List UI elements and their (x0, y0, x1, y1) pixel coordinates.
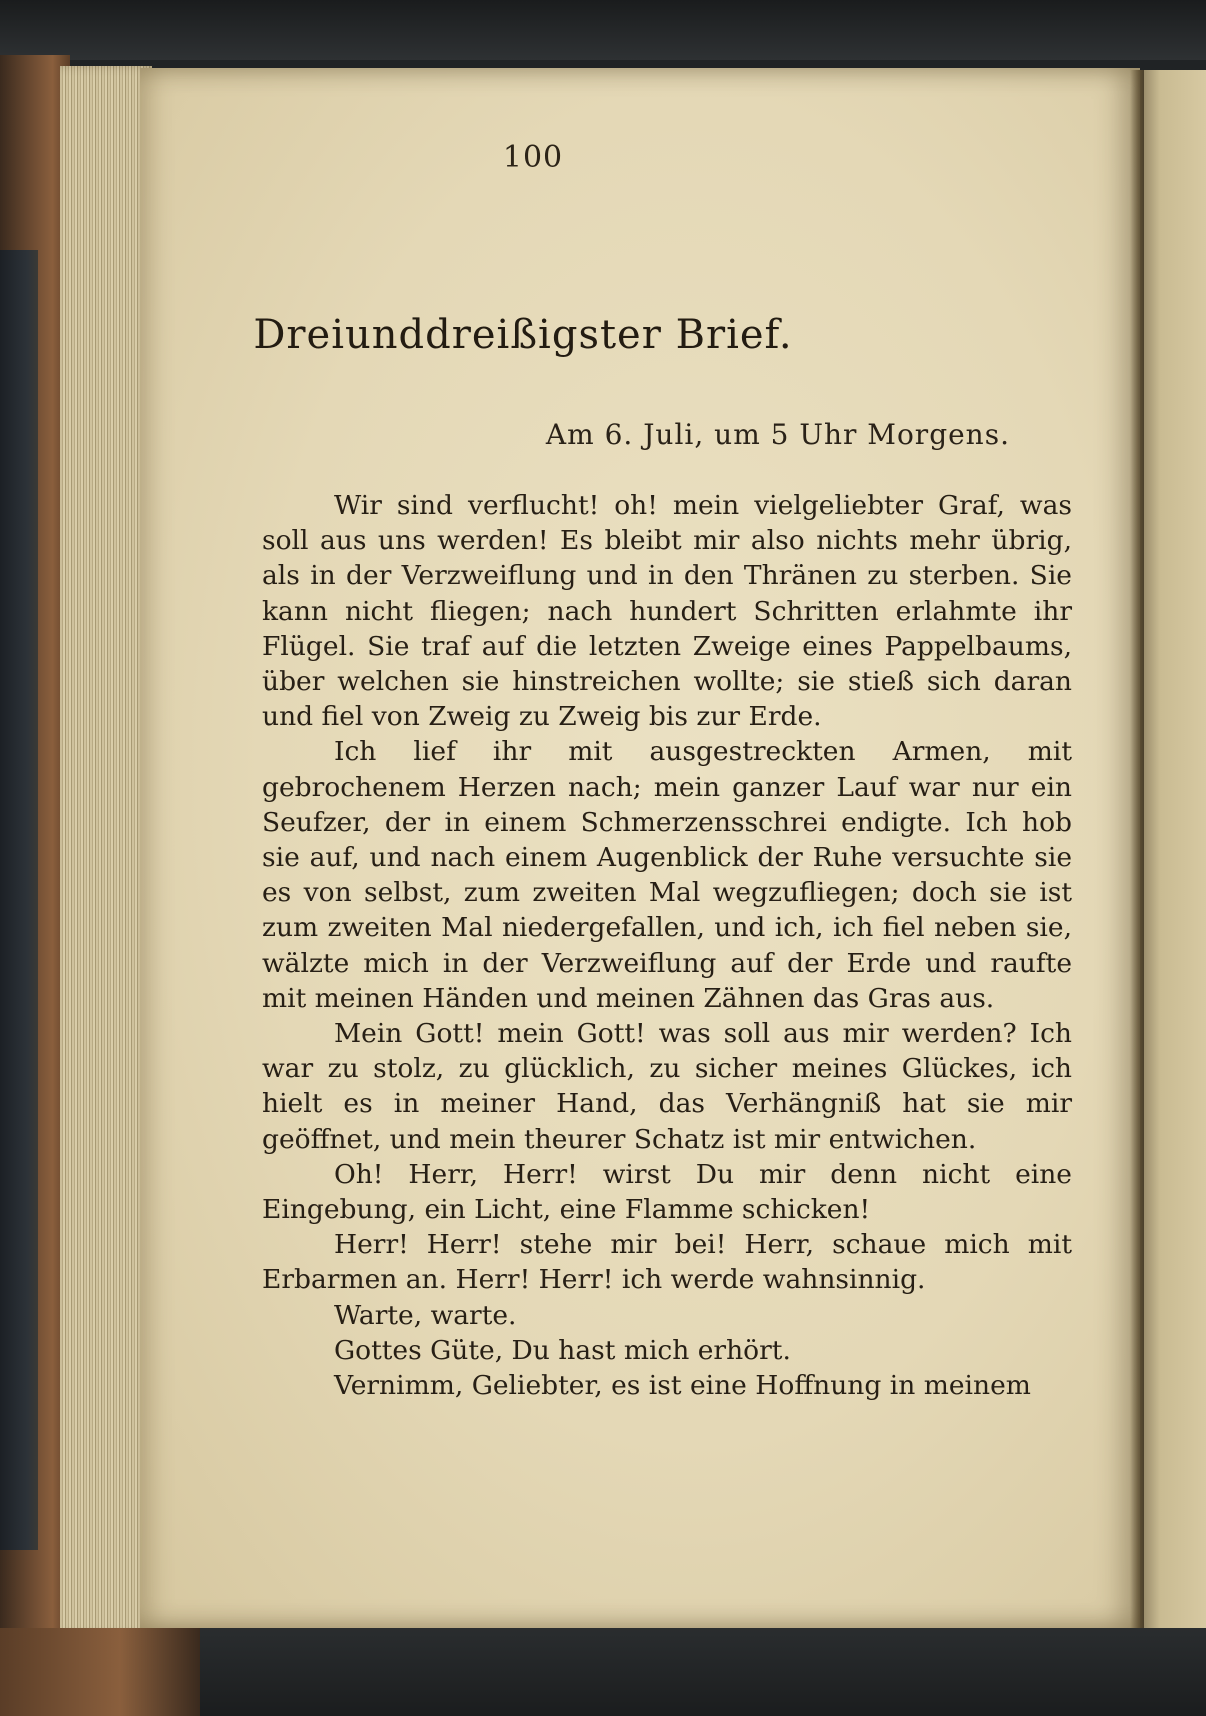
facing-page (1140, 70, 1206, 1630)
book-corner-leather (0, 1628, 200, 1716)
paragraph: Warte, warte. (334, 1299, 517, 1331)
letter-body (262, 488, 1072, 1403)
letter-dateline: Am 6. Juli, um 5 Uhr Morgens. (545, 418, 1010, 451)
book-gutter (1130, 70, 1144, 1630)
paragraph: Herr! Herr! stehe mir bei! Herr, schaue mich mit Erbarmen an. Herr! Herr! ich werde wahnsinnig. (262, 1229, 1072, 1296)
paragraph: Ich lief ihr mit ausgestreckten Armen, mit gebrochenem Herzen nach; mein ganzer Lauf war nur ein Seufzer, der in einem Schmerzensschrei endigte. Ich hob sie auf, und nach einem Augenblick der Ruhe versuchte sie es von selbst, zum zweiten Mal wegzufliegen; doch sie ist zum zweiten Mal niedergefallen, und ich, ich fiel neben sie, wälzte mich in der Verzweiflung auf der Erde und raufte mit meinen Händen und meinen Zähnen das Gras aus. (262, 736, 1072, 1014)
paragraph: Vernimm, Geliebter, es ist eine Hoffnung in meinem (334, 1370, 1031, 1402)
paragraph: Oh! Herr, Herr! wirst Du mir denn nicht eine Eingebung, ein Licht, eine Flamme schicken! (262, 1158, 1072, 1226)
paragraph: Mein Gott! mein Gott! was soll aus mir werden? Ich war zu stolz, zu glücklich, zu sicher meines Glückes, ich hielt es in meiner Hand, das Verhängniß hat sie mir geöffnet, und mein theurer Schatz ist mir entwichen. (262, 1018, 1072, 1155)
page-edges (60, 66, 152, 1636)
page-number: 100 (502, 140, 564, 175)
paragraph: Wir sind verflucht! oh! mein vielgeliebter Graf, was soll aus uns werden! Es bleibt mir also nichts mehr übrig, als in der Verzweiflung und in den Thränen zu sterben. Sie kann nicht fliegen; nach hundert Schritten erlahmte ihr Flügel. Sie traf auf die letzten Zweige eines Pappelbaums, über welchen sie hinstreichen wollte; sie stieß sich daran und fiel von Zweig zu Zweig bis zur Erde. (262, 490, 1072, 733)
letter-heading: Dreiunddreißigster Brief. (253, 312, 793, 358)
book-cover-top (0, 0, 1206, 60)
book-cover-left (0, 250, 38, 1550)
paragraph: Gottes Güte, Du hast mich erhört. (334, 1334, 791, 1366)
